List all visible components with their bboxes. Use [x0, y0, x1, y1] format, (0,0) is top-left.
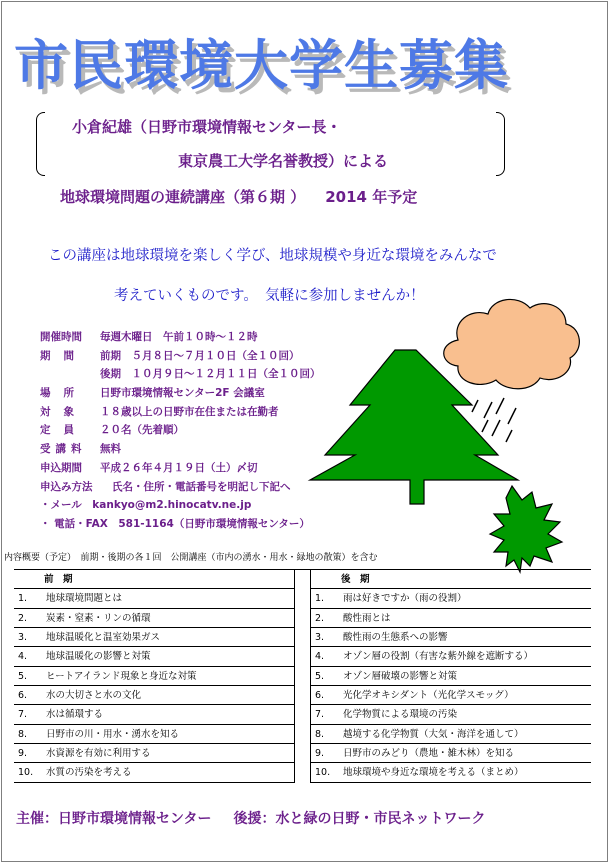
row-topic: オゾン層破壊の影響と対策	[343, 670, 458, 682]
cloud-illustration	[444, 299, 580, 388]
row-number: 7.	[315, 709, 325, 721]
subtitle-line-2: 東京農工大学名誉教授）による	[178, 152, 389, 170]
leaf-illustration	[490, 486, 562, 572]
table-row	[310, 609, 591, 628]
row-number: 8.	[18, 728, 28, 740]
row-topic: オゾン層の役割（有害な紫外線を遮断する）	[343, 651, 534, 663]
table-row	[14, 763, 295, 782]
row-number: 5.	[18, 670, 28, 682]
info-value: 前期 ５月８日～７月１０日（全１０回）	[100, 349, 300, 362]
row-number: 5.	[315, 670, 325, 682]
contact-mail[interactable]: ・メール kankyo@m2.hinocatv.ne.jp	[40, 499, 252, 512]
row-number: 7.	[18, 709, 28, 721]
info-label: 申込期間	[40, 461, 82, 474]
intro-line-1: この講座は地球環境を楽しく学び、地球規模や身近な環境をみんなで	[48, 248, 497, 264]
row-topic: 水の大切さと水の文化	[46, 690, 142, 702]
row-number: 8.	[315, 728, 325, 740]
table-row	[310, 705, 591, 724]
table-row	[310, 589, 591, 608]
row-topic: 炭素・窒素・リンの循環	[46, 612, 151, 624]
contact-phone: ・ 電話・FAX 581-1164（日野市環境情報センター）	[40, 517, 310, 530]
table-row	[310, 628, 591, 647]
info-value: 氏名・住所・電話番号を明記し下記へ	[112, 480, 291, 493]
contents-heading: 内容概要（予定） 前期・後期の各１回 公開講座（市内の湧水・用水・緑地の散策）を含む	[4, 553, 378, 563]
table-row	[14, 609, 295, 628]
schedule-header-second: 後 期	[310, 570, 591, 589]
row-number: 1.	[18, 593, 28, 605]
info-value: 日野市環境情報センター2F 会議室	[100, 387, 265, 400]
row-number: 9.	[315, 748, 325, 760]
table-row	[14, 744, 295, 763]
info-value: 無料	[100, 443, 121, 456]
row-topic: 地球環境問題とは	[46, 593, 123, 605]
info-value: 毎週木曜日 午前１０時～１２時	[100, 331, 258, 343]
schedule-table	[14, 569, 591, 784]
row-topic: 日野市のみどり（農地・雑木林）を知る	[343, 748, 515, 760]
info-label: 受講料	[40, 443, 87, 456]
info-label: 期間	[40, 349, 87, 362]
info-label: 申込み方法	[40, 480, 93, 493]
row-topic: 酸性雨とは	[343, 612, 391, 624]
row-number: 10.	[315, 767, 331, 779]
row-topic: 水資源を有効に利用する	[46, 748, 151, 760]
intro-line-2: 考えていくものです。 気軽に参加しませんか！	[114, 288, 425, 304]
row-topic: 光化学オキシダント（光化学スモッグ）	[343, 690, 514, 702]
row-topic: 地球環境や身近な環境を考える（まとめ）	[343, 767, 524, 779]
table-row	[14, 705, 295, 724]
row-topic: 地球温暖化と温室効果ガス	[46, 632, 161, 644]
info-label: 定員	[40, 424, 87, 437]
row-number: 3.	[18, 632, 28, 644]
row-topic: 地球温暖化の影響と対策	[46, 651, 151, 663]
info-label: 対象	[40, 405, 87, 418]
row-number: 2.	[315, 612, 325, 624]
row-number: 6.	[315, 690, 325, 702]
schedule-header-first: 前 期	[14, 570, 295, 589]
schedule-first-term	[14, 570, 295, 783]
footer-support: 後援：水と緑の日野・市民ネットワーク	[233, 811, 486, 827]
row-number: 9.	[18, 748, 28, 760]
row-topic: ヒートアイランド現象と身近な対策	[46, 670, 197, 682]
row-number: 4.	[315, 651, 325, 663]
footer-host: 主催：日野市環境情報センター	[16, 811, 212, 827]
footer	[16, 808, 485, 828]
table-row	[310, 647, 591, 666]
row-topic: 日野市の川・用水・湧水を知る	[46, 728, 180, 740]
table-row	[14, 589, 295, 608]
row-topic: 越境する化学物質（大気・海洋を通して）	[343, 728, 524, 740]
table-row	[310, 725, 591, 744]
row-number: 1.	[315, 593, 325, 605]
info-value: ２０名（先着順）	[100, 424, 184, 437]
page-title: 市民環境大学生募集	[14, 34, 509, 97]
row-number: 6.	[18, 690, 28, 702]
row-number: 3.	[315, 632, 325, 644]
table-row	[310, 686, 591, 705]
lecture-series-title: 地球環境問題の連続講座（第６期 ）	[60, 188, 306, 206]
schedule-second-term	[310, 570, 591, 783]
row-number: 10.	[18, 767, 34, 779]
row-topic: 化学物質による環境の汚染	[343, 709, 458, 721]
table-row	[310, 667, 591, 686]
info-label: 場所	[40, 387, 87, 400]
table-row	[14, 686, 295, 705]
subtitle-line-1: 小倉紀雄（日野市環境情報センター長・	[72, 118, 342, 136]
row-topic: 水は循環する	[46, 709, 104, 721]
row-topic: 酸性雨の生態系への影響	[343, 632, 448, 644]
info-value: １８歳以上の日野市在住または在勤者	[100, 405, 279, 418]
table-row	[310, 744, 591, 763]
table-row	[14, 725, 295, 744]
table-row	[310, 763, 591, 782]
lecture-year: 2014 年予定	[325, 188, 418, 206]
info-value: 平成２６年４月１９日（土）〆切	[100, 461, 258, 474]
row-number: 4.	[18, 651, 28, 663]
table-row	[14, 667, 295, 686]
table-row	[14, 628, 295, 647]
info-value: 後期 １０月９日～１２月１１日（全１０回）	[100, 368, 321, 381]
table-row	[14, 647, 295, 666]
info-label: 開催時間	[40, 331, 82, 343]
row-topic: 雨は好きですか（雨の役割）	[343, 593, 467, 605]
row-topic: 水質の汚染を考える	[46, 767, 132, 779]
row-number: 2.	[18, 612, 28, 624]
